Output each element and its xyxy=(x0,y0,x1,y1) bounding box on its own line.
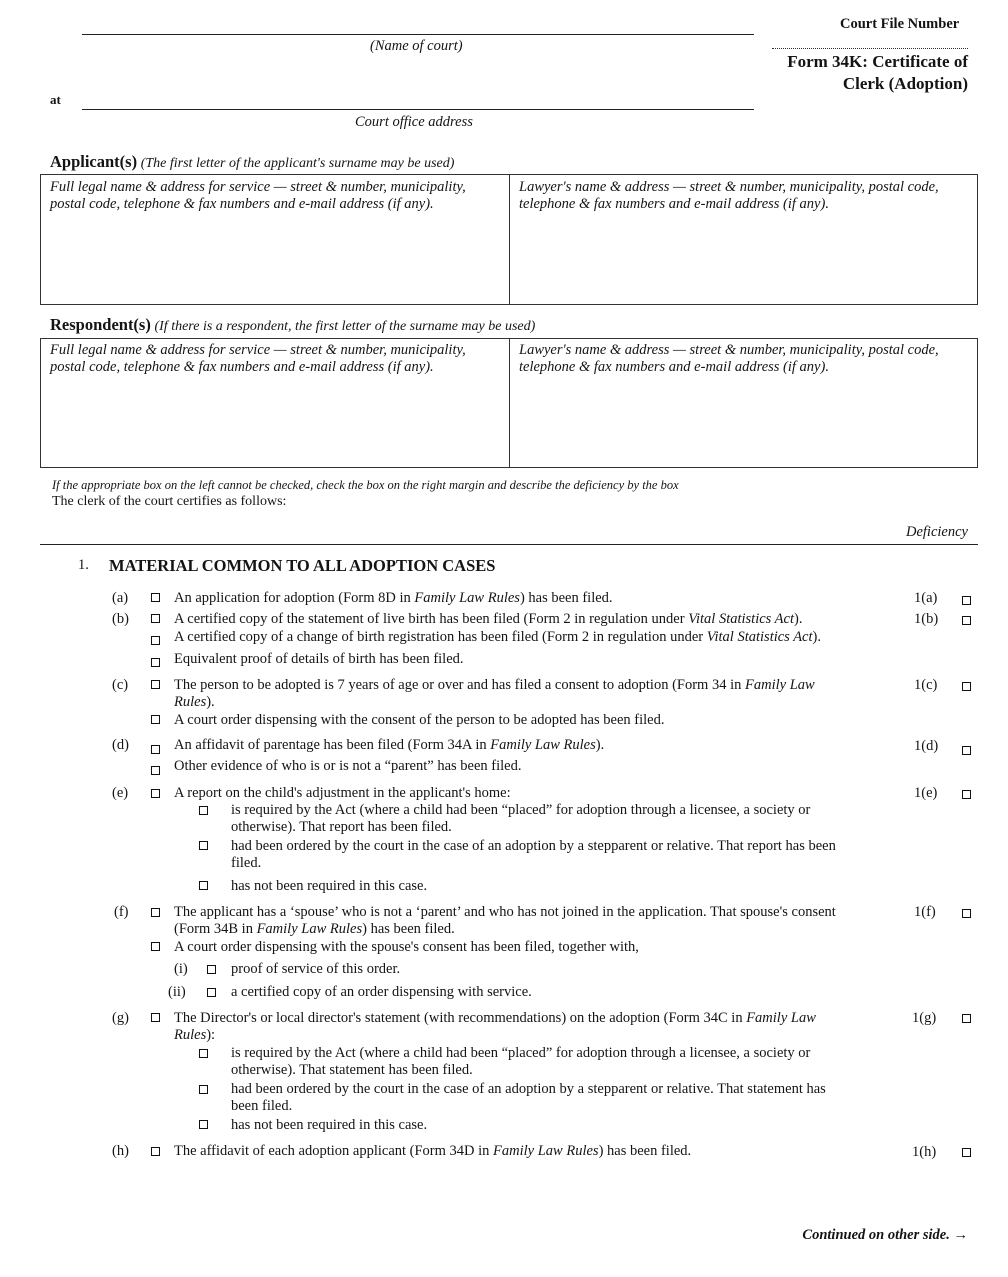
item-c-label: (c) xyxy=(112,677,129,693)
deficiency-g-checkbox[interactable] xyxy=(962,1014,971,1023)
item-b-label: (b) xyxy=(112,611,129,627)
item-c2-checkbox[interactable] xyxy=(151,715,160,724)
item-e-sub3-text: has not been required in this case. xyxy=(231,878,428,894)
respondent-lawyer-cell[interactable]: Lawyer's name & address — street & number, municipality, postal code, telephone & fax numbers and e-mail address (if any). xyxy=(519,342,939,375)
item-e-sub1-checkbox[interactable] xyxy=(199,806,208,815)
item-e1-text: A report on the child's adjustment in the applicant's home: xyxy=(174,785,511,801)
item-e-sub3-checkbox[interactable] xyxy=(199,881,208,890)
item-c1-checkbox[interactable] xyxy=(151,680,160,689)
item-e-sub1-line1: is required by the Act (where a child had been “placed” for adoption through a licensee, a society or xyxy=(231,802,811,818)
deficiency-h-checkbox[interactable] xyxy=(962,1148,971,1157)
item-e-sub2-line1: had been ordered by the court in the case of an adoption by a stepparent or relative. That report has been xyxy=(231,838,836,854)
applicants-divider xyxy=(509,174,510,305)
item-a-label: (a) xyxy=(112,590,129,606)
item-b1-text: A certified copy of the statement of live birth has been filed (Form 2 in regulation under Vital Statistics Act). xyxy=(174,611,803,627)
item-h-ref: 1(h) xyxy=(912,1144,937,1160)
item-a-ref: 1(a) xyxy=(914,590,938,606)
applicants-note: (The first letter of the applicant's surname may be used) xyxy=(140,156,455,171)
continued-text: Continued on other side. xyxy=(802,1227,950,1243)
item-c2-text: A court order dispensing with the consent of the person to be adopted has been filed. xyxy=(174,712,665,728)
item-d-label: (d) xyxy=(112,737,129,753)
item-h-label: (h) xyxy=(112,1143,129,1159)
item-g-label: (g) xyxy=(112,1010,129,1026)
item-e-sub2-line2: filed. xyxy=(231,855,262,871)
applicant-lawyer-cell[interactable]: Lawyer's name & address — street & number, municipality, postal code, telephone & fax numbers and e-mail address (if any). xyxy=(519,179,939,212)
item-g-sub3-checkbox[interactable] xyxy=(199,1120,208,1129)
item-d2-text: Other evidence of who is or is not a “parent” has been filed. xyxy=(174,758,522,774)
item-f-ref: 1(f) xyxy=(914,904,936,920)
item-g-sub1-line1: is required by the Act (where a child had been “placed” for adoption through a licensee, a society or xyxy=(231,1045,811,1061)
at-label: at xyxy=(50,92,61,107)
item-f-i-text: proof of service of this order. xyxy=(231,961,401,977)
item-f2-checkbox[interactable] xyxy=(151,942,160,951)
item-d2-checkbox[interactable] xyxy=(151,766,160,775)
item-f1-line1: The applicant has a ‘spouse’ who is not a ‘parent’ and who has not joined in the application. That spouse's consent xyxy=(174,904,836,920)
item-c1-text-cont: Rules). xyxy=(174,694,215,710)
continued-note xyxy=(802,1227,968,1244)
respondents-divider xyxy=(509,338,510,468)
deficiency-a-checkbox[interactable] xyxy=(962,596,971,605)
item-g-ref: 1(g) xyxy=(912,1010,937,1026)
respondents-heading: Respondent(s) xyxy=(50,315,151,334)
item-b2-checkbox[interactable] xyxy=(151,636,160,645)
respondent-details-cell[interactable]: Full legal name & address for service — street & number, municipality, postal code, telephone & fax numbers and e-mail address (if any). xyxy=(50,342,466,375)
item-f-ii-checkbox[interactable] xyxy=(207,988,216,997)
item-g-sub1-line2: otherwise). That statement has been filed. xyxy=(231,1062,473,1078)
court-address-line xyxy=(82,109,754,110)
item-a-checkbox[interactable] xyxy=(151,593,160,602)
name-of-court-label: (Name of court) xyxy=(370,38,463,54)
item-d-ref: 1(d) xyxy=(914,738,939,754)
item-f-label: (f) xyxy=(114,904,129,920)
item-g1-text-cont: Rules): xyxy=(174,1027,216,1043)
section-title: MATERIAL COMMON TO ALL ADOPTION CASES xyxy=(109,556,496,575)
court-name-line xyxy=(82,34,754,35)
deficiency-label: Deficiency xyxy=(906,524,968,540)
respondents-note: (If there is a respondent, the first letter of the surname may be used) xyxy=(154,319,536,334)
deficiency-b-checkbox[interactable] xyxy=(962,616,971,625)
item-e-sub2-checkbox[interactable] xyxy=(199,841,208,850)
section-number: 1. xyxy=(78,557,89,573)
item-c-ref: 1(c) xyxy=(914,677,938,693)
item-f-i-checkbox[interactable] xyxy=(207,965,216,974)
item-b3-text: Equivalent proof of details of birth has been filed. xyxy=(174,651,464,667)
item-h-text: The affidavit of each adoption applicant (Form 34D in Family Law Rules) has been filed. xyxy=(174,1143,692,1159)
item-e-ref: 1(e) xyxy=(914,785,938,801)
deficiency-d-checkbox[interactable] xyxy=(962,746,971,755)
section-divider xyxy=(40,544,978,545)
item-g-sub2-line2: been filed. xyxy=(231,1098,293,1114)
item-e-checkbox[interactable] xyxy=(151,789,160,798)
deficiency-f-checkbox[interactable] xyxy=(962,909,971,918)
item-b-ref: 1(b) xyxy=(914,611,939,627)
instruction-line: If the appropriate box on the left cannot be checked, check the box on the right margin and describe the deficiency by the box xyxy=(52,478,679,492)
item-d1-checkbox[interactable] xyxy=(151,745,160,754)
item-c1-text: The person to be adopted is 7 years of age or over and has filed a consent to adoption (Form 34 in Family Law xyxy=(174,677,815,693)
item-g-sub2-line1: had been ordered by the court in the case of an adoption by a stepparent or relative. That statement has xyxy=(231,1081,826,1097)
item-f-i-label: (i) xyxy=(174,961,188,977)
item-g1-text: The Director's or local director's statement (with recommendations) on the adoption (Form 34C in Family Law xyxy=(174,1010,816,1026)
item-f1-line2: (Form 34B in Family Law Rules) has been filed. xyxy=(174,921,455,937)
deficiency-c-checkbox[interactable] xyxy=(962,682,971,691)
item-g-sub3-text: has not been required in this case. xyxy=(231,1117,428,1133)
item-g-sub1-checkbox[interactable] xyxy=(199,1049,208,1058)
item-b3-checkbox[interactable] xyxy=(151,658,160,667)
respondents-heading-row xyxy=(50,315,535,335)
item-d1-text: An affidavit of parentage has been filed (Form 34A in Family Law Rules). xyxy=(174,737,605,753)
item-h-checkbox[interactable] xyxy=(151,1147,160,1156)
arrow-right-icon: → xyxy=(953,1227,968,1243)
applicant-details-cell[interactable]: Full legal name & address for service — street & number, municipality, postal code, telephone & fax numbers and e-mail address (if any). xyxy=(50,179,466,212)
applicants-heading-row xyxy=(50,152,454,172)
item-a-text: An application for adoption (Form 8D in Family Law Rules) has been filed. xyxy=(174,590,613,606)
item-f2-text: A court order dispensing with the spouse's consent has been filed, together with, xyxy=(174,939,639,955)
item-g-checkbox[interactable] xyxy=(151,1013,160,1022)
court-office-address-label: Court office address xyxy=(355,114,473,130)
item-b1-checkbox[interactable] xyxy=(151,614,160,623)
item-f1-checkbox[interactable] xyxy=(151,908,160,917)
applicants-heading: Applicant(s) xyxy=(50,152,138,171)
item-f-ii-text: a certified copy of an order dispensing with service. xyxy=(231,984,532,1000)
item-f-ii-label: (ii) xyxy=(168,984,186,1000)
item-e-label: (e) xyxy=(112,785,129,801)
court-file-number-label: Court File Number xyxy=(840,16,960,32)
court-file-number-field[interactable] xyxy=(772,48,968,49)
item-g-sub2-checkbox[interactable] xyxy=(199,1085,208,1094)
deficiency-e-checkbox[interactable] xyxy=(962,790,971,799)
clerk-certifies-line: The clerk of the court certifies as follows: xyxy=(52,494,287,509)
item-e-sub1-line2: otherwise). That report has been filed. xyxy=(231,819,452,835)
form-title-line2: Clerk (Adoption) xyxy=(842,74,968,93)
form-title-line1: Form 34K: Certificate of xyxy=(787,52,968,71)
item-b2-text: A certified copy of a change of birth registration has been filed (Form 2 in regulation under Vital Statistics Act). xyxy=(174,629,821,645)
